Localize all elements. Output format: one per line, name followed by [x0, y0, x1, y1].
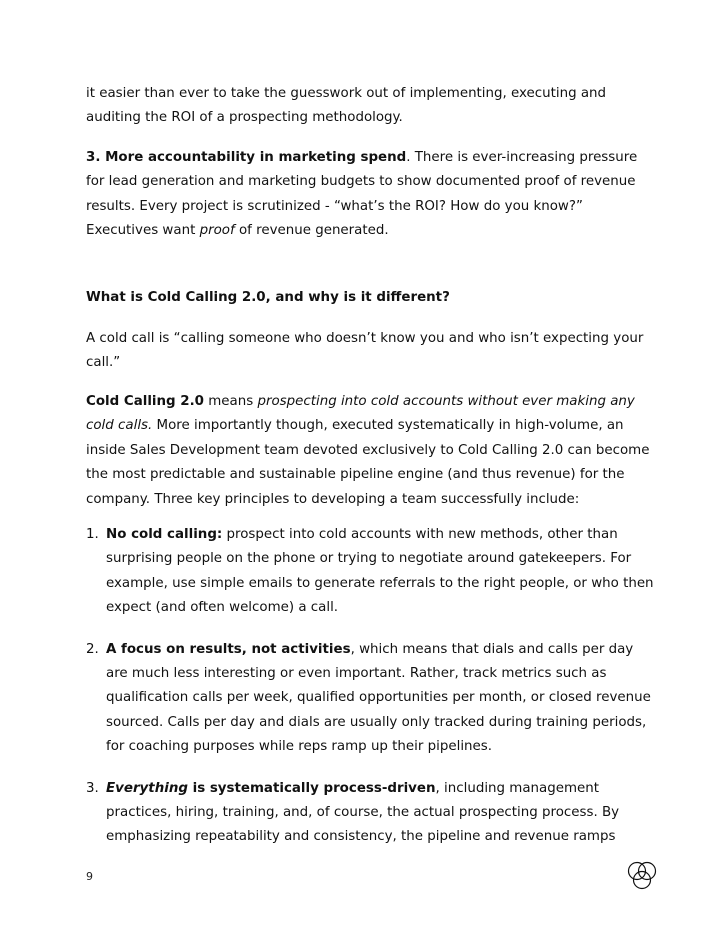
list-item-text: prospect into cold accounts with new methods, other than surprising people on the phone or trying to negotiate around gatekeepers. For example, use simple emails to generate referrals to the right people, or who then expect (and often welcome) a call. — [106, 527, 654, 616]
accountability-text-1: . There is ever-increasing pressure for lead generation and marketing budgets to show documented proof of revenue results. Every project is scrutinized - “what’s the ROI? How do you know?” Executives want — [86, 150, 638, 239]
three-circles-logo-icon — [626, 860, 658, 892]
cold-calling-2-text: More importantly though, executed systematically in high-volume, an inside Sales Development team devoted exclusively to Cold Calling 2.0 can become the most predictable and sustainable pipeline engine (and thus revenue) for the company. Three key principles to developing a team successfully include: — [86, 418, 650, 507]
list-item — [86, 777, 656, 850]
list-item-text: , which means that dials and calls per day are much less interesting or even important. Rather, track metrics such as qualification calls per week, qualified opportunities per month, or closed revenue sourced. Calls per day and dials are usually only tracked during training periods, for coaching purposes while reps ramp up their pipelines. — [106, 641, 651, 755]
principles-list — [86, 523, 656, 867]
paragraph-cold-calling-2 — [86, 390, 656, 512]
page-number: 9 — [86, 870, 93, 883]
cold-calling-2-definition: prospecting into cold accounts without ever making any cold calls. — [86, 394, 635, 434]
cold-calling-2-means: means — [204, 394, 258, 409]
paragraph-roi-continuation — [86, 82, 656, 131]
accountability-text-2: of revenue generated. — [234, 223, 389, 239]
list-item-text: , including management practices, hiring, training, and, of course, the actual prospecting process. By emphasizing repeatability and consistency, the pipeline and revenue ramps — [106, 780, 620, 845]
list-item-title: A focus on results, not activities — [106, 641, 351, 657]
section-heading: What is Cold Calling 2.0, and why is it different? — [86, 290, 450, 305]
list-number: 1. — [86, 527, 99, 542]
p1-line1: it easier than ever to take the guesswork out of implementing, executing and — [86, 86, 607, 101]
paragraph-cold-call-definition: A cold call is “calling someone who doesn’t know you and who isn’t expecting your call.” — [86, 331, 644, 371]
accountability-heading: 3. More accountability in marketing spend — [86, 150, 407, 165]
p1-line2: auditing the ROI of a prospecting methodology. — [86, 110, 403, 126]
list-item-title: No cold calling: — [106, 527, 223, 542]
paragraph-accountability — [86, 146, 656, 244]
list-number: 2. — [86, 641, 99, 657]
list-item — [86, 523, 656, 621]
list-number: 3. — [86, 780, 99, 796]
list-item-title-italic: Everything — [106, 780, 188, 796]
accountability-italic-proof: proof — [199, 223, 235, 239]
cold-calling-2-term: Cold Calling 2.0 — [86, 394, 204, 409]
list-item-title: is systematically process-driven — [187, 780, 436, 796]
list-item — [86, 638, 656, 760]
